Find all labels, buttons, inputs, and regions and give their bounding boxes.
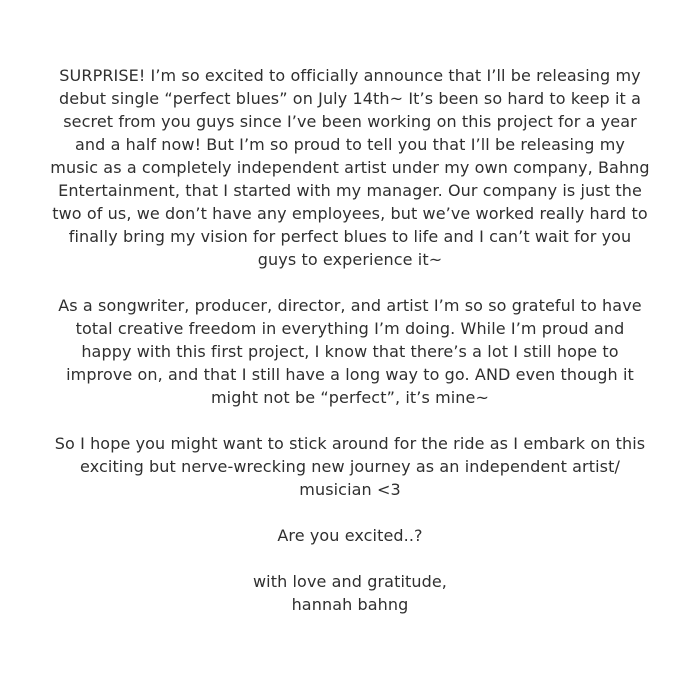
letter-signoff (30, 570, 670, 616)
letter-paragraph-2 (30, 294, 670, 409)
letter-question (30, 524, 670, 547)
letter-line: might not be “perfect”, it’s mine~ (211, 388, 489, 407)
letter-line: music as a completely independent artist under my own company, Bahng (50, 158, 650, 177)
letter-line: debut single “perfect blues” on July 14th~ It’s been so hard to keep it a (59, 89, 641, 108)
letter-line: Are you excited..? (277, 526, 423, 545)
letter-line: guys to experience it~ (257, 250, 443, 269)
letter-line: finally bring my vision for perfect blues to life and I can’t wait for you (68, 227, 632, 246)
letter-line: happy with this first project, I know that there’s a lot I still hope to (81, 342, 619, 361)
signoff-line: with love and gratitude, (252, 572, 447, 591)
letter-line: improve on, and that I still have a long way to go. AND even though it (66, 365, 634, 384)
letter-line: SURPRISE! I’m so excited to officially announce that I’ll be releasing my (59, 66, 641, 85)
letter-line: Entertainment, that I started with my manager. Our company is just the (58, 181, 642, 200)
letter-line: exciting but nerve-wrecking new journey as an independent artist/ (80, 457, 620, 476)
letter-line: As a songwriter, producer, director, and artist I’m so so grateful to have (58, 296, 642, 315)
letter-line: secret from you guys since I’ve been working on this project for a year (63, 112, 637, 131)
letter-line: So I hope you might want to stick around for the ride as I embark on this (54, 434, 646, 453)
letter-line: and a half now! But I’m so proud to tell you that I’ll be releasing my (75, 135, 625, 154)
letter-line: musician <3 (299, 480, 401, 499)
letter-line: total creative freedom in everything I’m doing. While I’m proud and (75, 319, 625, 338)
announcement-letter (30, 0, 670, 700)
letter-paragraph-1 (30, 64, 670, 271)
signature: hannah bahng (291, 595, 409, 614)
letter-line: two of us, we don’t have any employees, but we’ve worked really hard to (52, 204, 648, 223)
letter-paragraph-3 (30, 432, 670, 501)
